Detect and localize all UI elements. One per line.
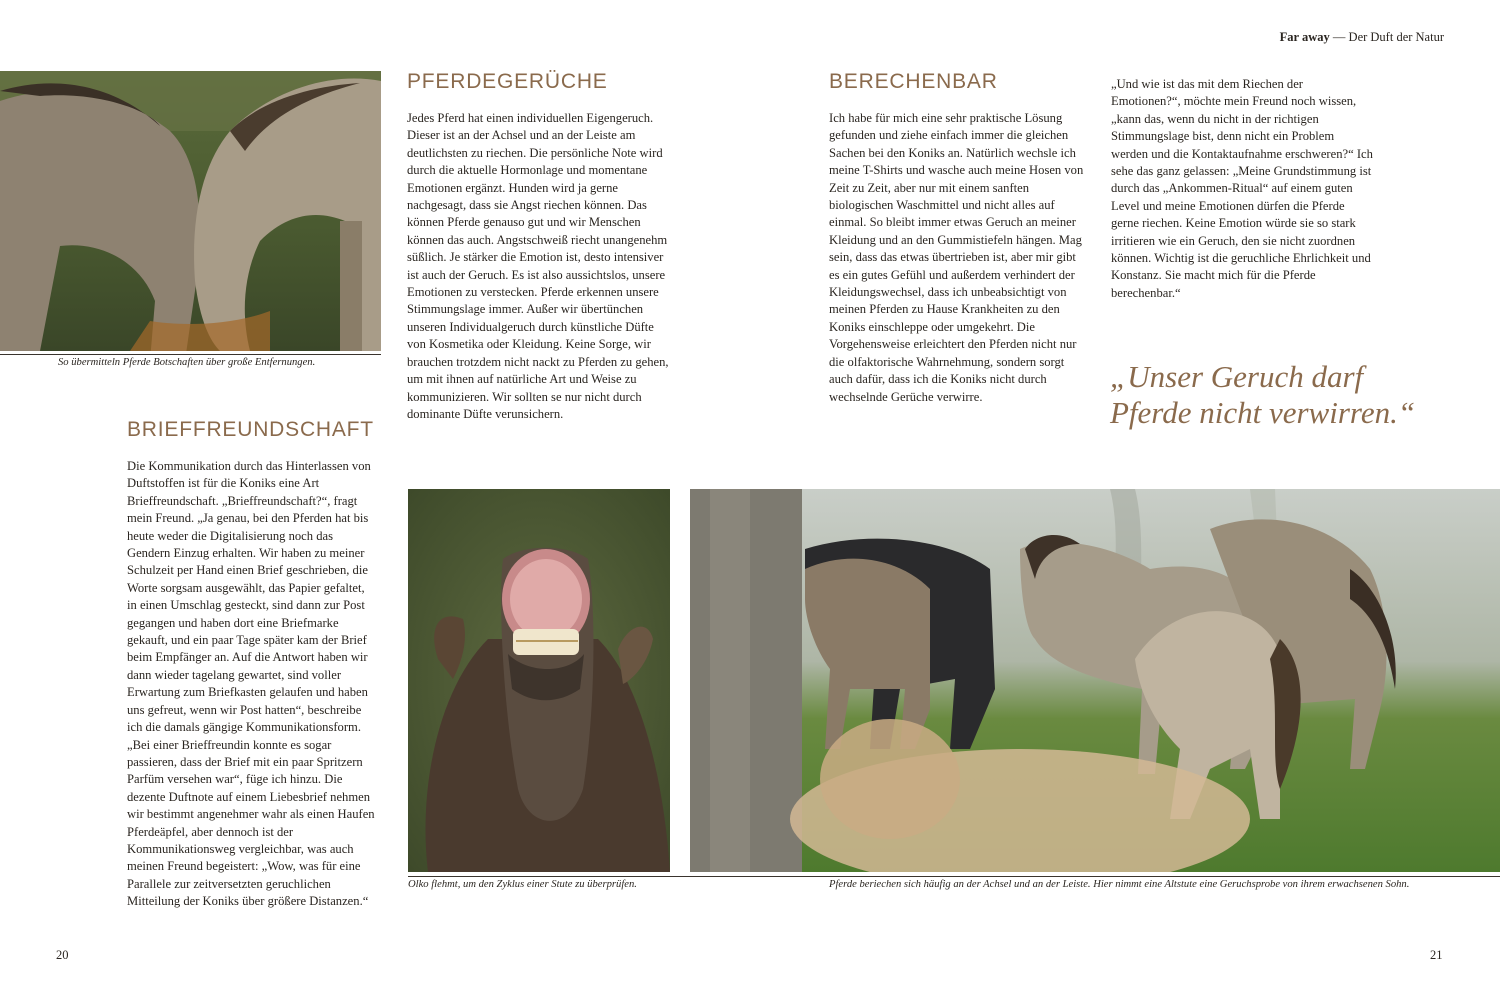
pull-quote-line-2: Pferde nicht verwirren.“ [1110,395,1416,430]
running-head [1280,30,1444,45]
page-number-left: 20 [56,948,69,962]
heading-berechenbar: BERECHENBAR [829,70,998,93]
caption-rule-1 [0,354,381,355]
caption-photo-2: Olko flehmt, um den Zyklus einer Stute zu überprüfen. [408,879,637,890]
text-brieffreundschaft: Die Kommunikation durch das Hinterlassen von Duftstoffen ist für die Koniks eine Art Brieffreundschaft. „Brieffreundschaft?“, fragt mein Freund. „Ja genau, bei den Pferden hat bis heute weder die Digitalisierung noch das Gendern Einzug erhalten. Wir haben zu meiner Schulzeit per Hand einen Brief geschrieben, die Worte sorgsam ausgewählt, das Papier gefaltet, in einen Umschlag gesteckt, sind dann zur Post gegangen und haben dort eine Briefmarke gekauft, und ein paar Tage später kam der Brief beim Empfänger an. Auf die Antwort haben wir dann wieder tagelang gewartet, sind voller Erwartung zum Briefkasten gelaufen und haben uns gefreut, wenn wir Post hatten“, beschreibe ich die damals gängige Kommunikationsform. „Bei einer Brieffreundin konnte es sogar passieren, dass der Brief mit ein paar Spritzern Parfüm versehen war“, füge ich hinzu. Die dezente Duftnote auf einem Liebesbrief nehmen wir bestimmt angenehmer wahr als einen Haufen Pferdeäpfel, aber dennoch ist der Kommunikationsweg vergleichbar, was auch meinen Freund begeistert: „Wow, was für eine Parallele zur zeitversetzten geruchlichen Mitteilung der Koniks über größere Distanzen.“ [127,459,375,909]
running-head-title: Der Duft der Natur [1348,30,1444,44]
heading-pferdegerueche: PFERDEGERÜCHE [407,70,608,93]
caption-photo-3: Pferde beriechen sich häufig an der Achsel und an der Leiste. Hier nimmt eine Altstute eine Geruchsprobe von ihrem erwachsenen Sohn. [829,879,1410,890]
text-pferdegerueche: Jedes Pferd hat einen individuellen Eigengeruch. Dieser ist an der Achsel und an der Leiste am deutlichsten zu riechen. Die persönliche Note wird durch die aktuelle Hormonlage und momentane Emotionen ergänzt. Hunden wird ja gerne nachgesagt, dass sie Angst riechen können. Das können Pferde genauso gut und wir Menschen können das auch. Angstschweiß riecht unangenehm süßlich. Je stärker die Emotion ist, desto intensiver ist auch der Geruch. Es ist also aussichtslos, unsere Emotionen zu verstecken. Pferde erkennen unsere Stimmungslage immer. Außer wir übertünchen unseren Individualgeruch durch künstliche Düfte von Kosmetika oder Kleidung. Keine Sorge, wir brauchen trotzdem nicht nackt zu Pferden zu gehen, um mit ihnen auf natürliche Art und Weise zu kommunizieren. Wir sollten se nur nicht durch dominante Düfte verunsichern. [407,111,669,421]
running-head-section: Far away [1279,30,1330,44]
text-berechenbar: Ich habe für mich eine sehr praktische Lösung gefunden und ziehe einfach immer die gleichen Sachen bei den Koniks an. Natürlich wechsle ich meine T-Shirts und wasche auch meine Hosen von Zeit zu Zeit, aber nur mit einem sanften biologischen Waschmittel und nicht alles auf einmal. So bleibt immer etwas Geruch an meiner Kleidung und an den Gummistiefeln hängen. Mag sein, dass das etwas übertrieben ist, aber mir gibt es ein gutes Gefühl und außerdem verhindert der Kleidungswechsel, dass ich unbeabsichtigt von meinen Pferden zu Hause Krankheiten zu den Koniks einschleppe oder umgekehrt. Die Vorgehensweise erleichtert den Pferden nicht nur die olfaktorische Wahrnehmung, sondern sorgt auch dafür, dass ich die Koniks nicht durch wechselnde Gerüche verwirre. [829,111,1084,404]
pull-quote [1110,359,1440,431]
running-head-dash: — [1332,30,1346,44]
pull-quote-line-1: „Unser Geruch darf [1110,359,1364,394]
photo-horse-flehmen [408,489,670,872]
caption-rule-2 [408,876,1500,877]
photo-horse-herd [690,489,1500,872]
text-riechen: „Und wie ist das mit dem Riechen der Emotionen?“, möchte mein Freund noch wissen, „kann das, wenn du nicht in der richtigen Stimmungslage bist, denn nicht ein Problem werden und die Kontaktaufnahme erschweren?“ Ich sehe das ganz gelassen: „Meine Grundstimmung ist durch das „Ankommen-Ritual“ auf einem guten Level und meine Emotionen dürfen die Pferde gerne riechen. Keine Emotion würde sie so stark irritieren wie ein Geruch, den sie nicht zuordnen können. Wichtig ist die geruchliche Ehrlichkeit und Konstanz. Sie macht mich für die Pferde berechenbar.“ [1111,77,1373,300]
photo-horses-sniffing [0,71,381,351]
page-number-right: 21 [1430,948,1443,962]
heading-brieffreundschaft: BRIEFFREUNDSCHAFT [127,418,374,441]
caption-photo-1: So übermitteln Pferde Botschaften über große Entfernungen. [58,357,316,368]
